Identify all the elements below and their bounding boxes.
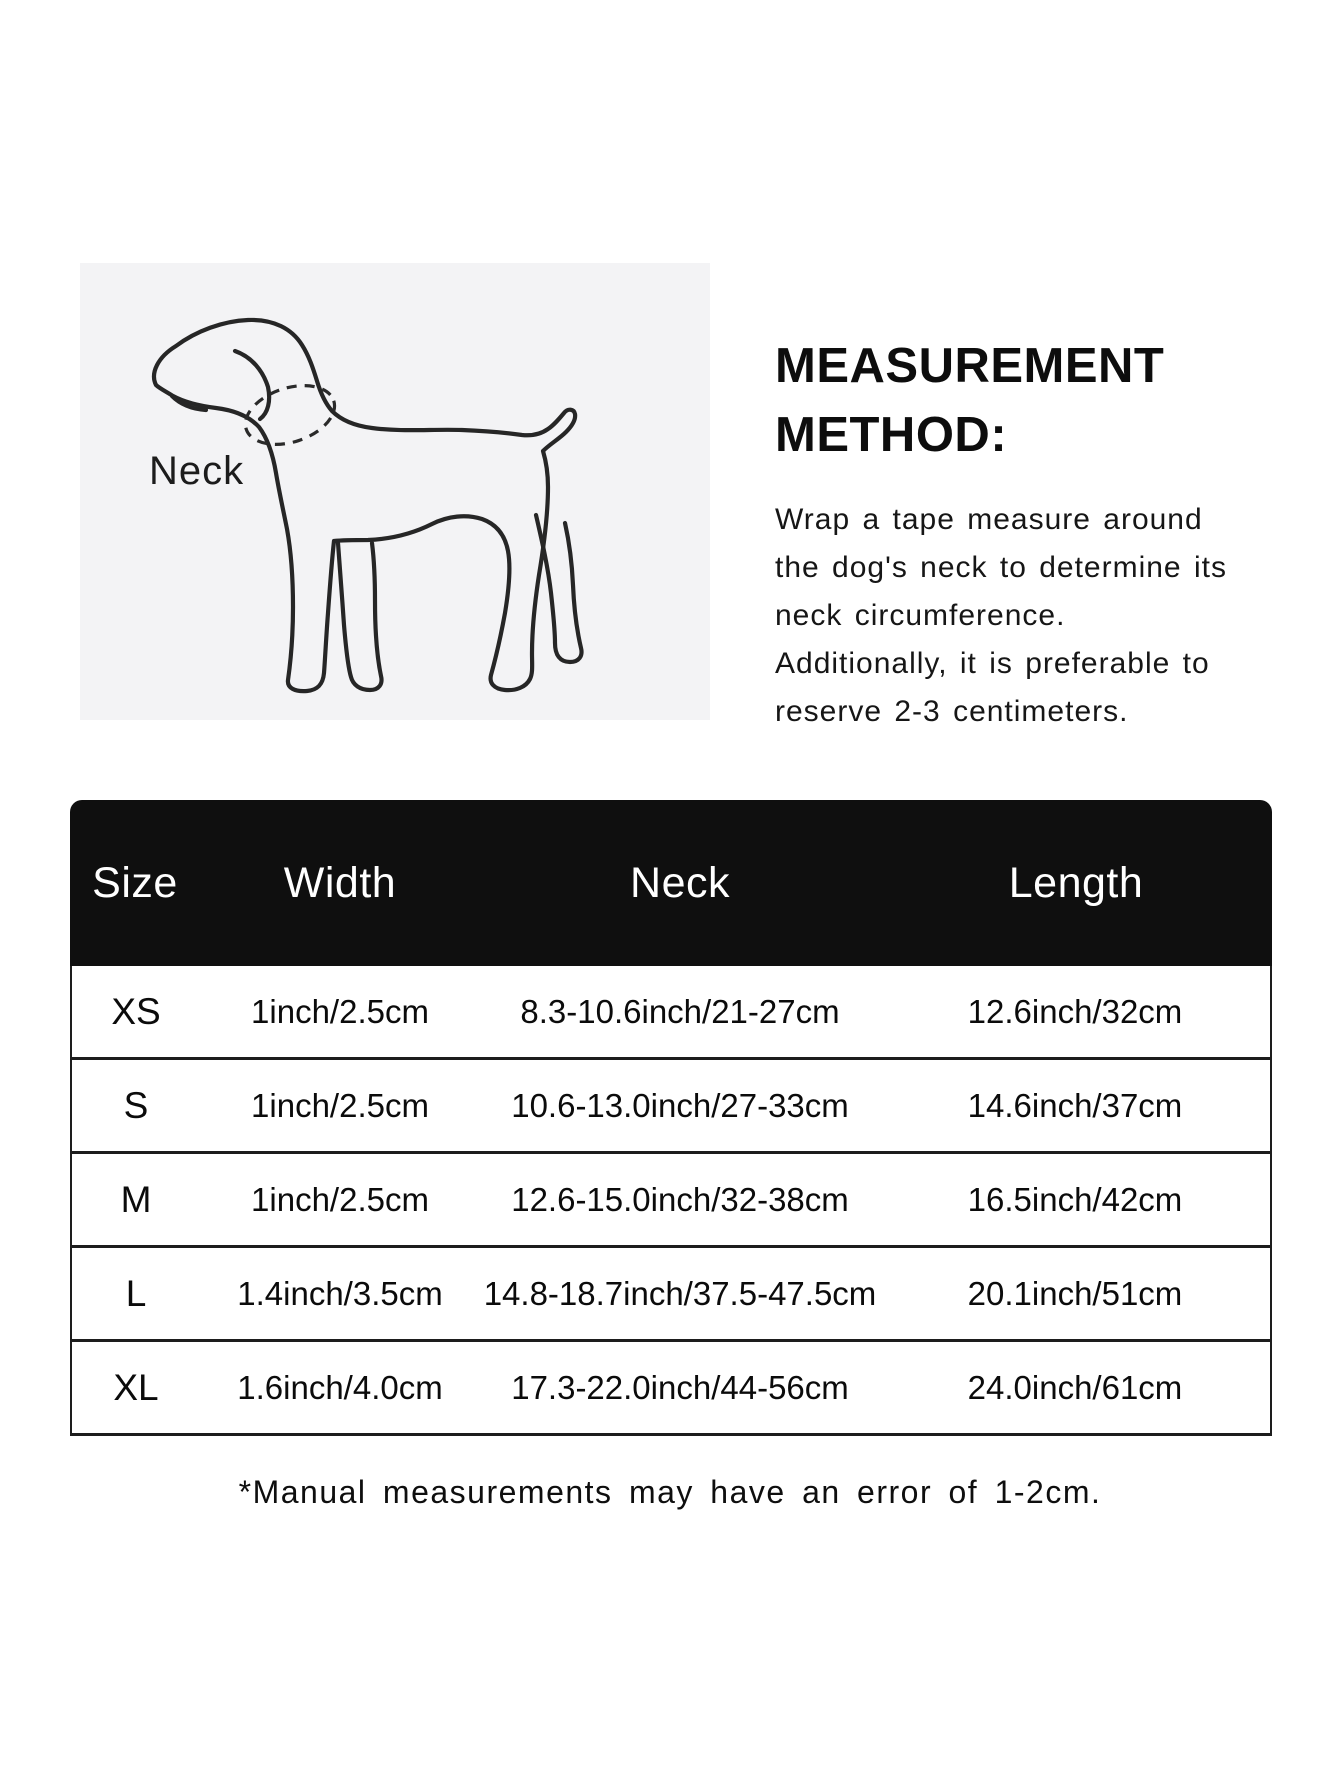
size-cell: S	[70, 1060, 200, 1154]
neck-cell: 17.3-22.0inch/44-56cm	[480, 1342, 880, 1436]
width-cell: 1inch/2.5cm	[200, 966, 480, 1060]
size-cell: M	[70, 1154, 200, 1248]
footnote: *Manual measurements may have an error of 1-2cm.	[238, 1474, 1102, 1510]
method-description-line: reserve 2-3 centimeters.	[775, 695, 1129, 728]
length-cell: 20.1inch/51cm	[880, 1248, 1272, 1342]
measurement-method-section	[775, 332, 1315, 736]
width-cell: 1.6inch/4.0cm	[200, 1342, 480, 1436]
table-row	[70, 1060, 1272, 1154]
length-cell: 14.6inch/37cm	[880, 1060, 1272, 1154]
neck-cell: 14.8-18.7inch/37.5-47.5cm	[480, 1248, 880, 1342]
size-cell: XL	[70, 1342, 200, 1436]
length-cell: 16.5inch/42cm	[880, 1154, 1272, 1248]
header-neck: Neck	[480, 800, 880, 966]
size-cell: L	[70, 1248, 200, 1342]
table-row	[70, 1342, 1272, 1436]
header-size: Size	[70, 800, 200, 966]
dog-far-front-leg	[338, 543, 382, 690]
method-description	[775, 496, 1315, 736]
length-cell: 12.6inch/32cm	[880, 966, 1272, 1060]
dog-measurement-diagram	[80, 263, 710, 720]
length-cell: 24.0inch/61cm	[880, 1342, 1272, 1436]
width-cell: 1inch/2.5cm	[200, 1060, 480, 1154]
method-description-line: Wrap a tape measure around	[775, 503, 1203, 536]
method-title	[775, 332, 1315, 470]
header-width: Width	[200, 800, 480, 966]
neck-cell: 10.6-13.0inch/27-33cm	[480, 1060, 880, 1154]
header-length: Length	[880, 800, 1272, 966]
width-cell: 1inch/2.5cm	[200, 1154, 480, 1248]
table-row	[70, 1154, 1272, 1248]
size-chart-table	[70, 800, 1272, 1436]
neck-cell: 8.3-10.6inch/21-27cm	[480, 966, 880, 1060]
neck-cell: 12.6-15.0inch/32-38cm	[480, 1154, 880, 1248]
neck-label: Neck	[149, 449, 245, 493]
width-cell: 1.4inch/3.5cm	[200, 1248, 480, 1342]
dog-body-outline	[154, 320, 575, 691]
method-description-line: neck circumference.	[775, 599, 1066, 632]
table-row	[70, 1248, 1272, 1342]
table-row	[70, 966, 1272, 1060]
method-description-line: the dog's neck to determine its	[775, 551, 1227, 584]
dog-ear-line	[235, 351, 269, 419]
table-header-row	[70, 800, 1272, 966]
method-title-line1: MEASUREMENT	[775, 339, 1165, 393]
neck-measurement-ellipse	[238, 375, 342, 455]
size-cell: XS	[70, 966, 200, 1060]
method-description-line: Additionally, it is preferable to	[775, 647, 1210, 680]
method-title-line2: METHOD:	[775, 408, 1008, 462]
